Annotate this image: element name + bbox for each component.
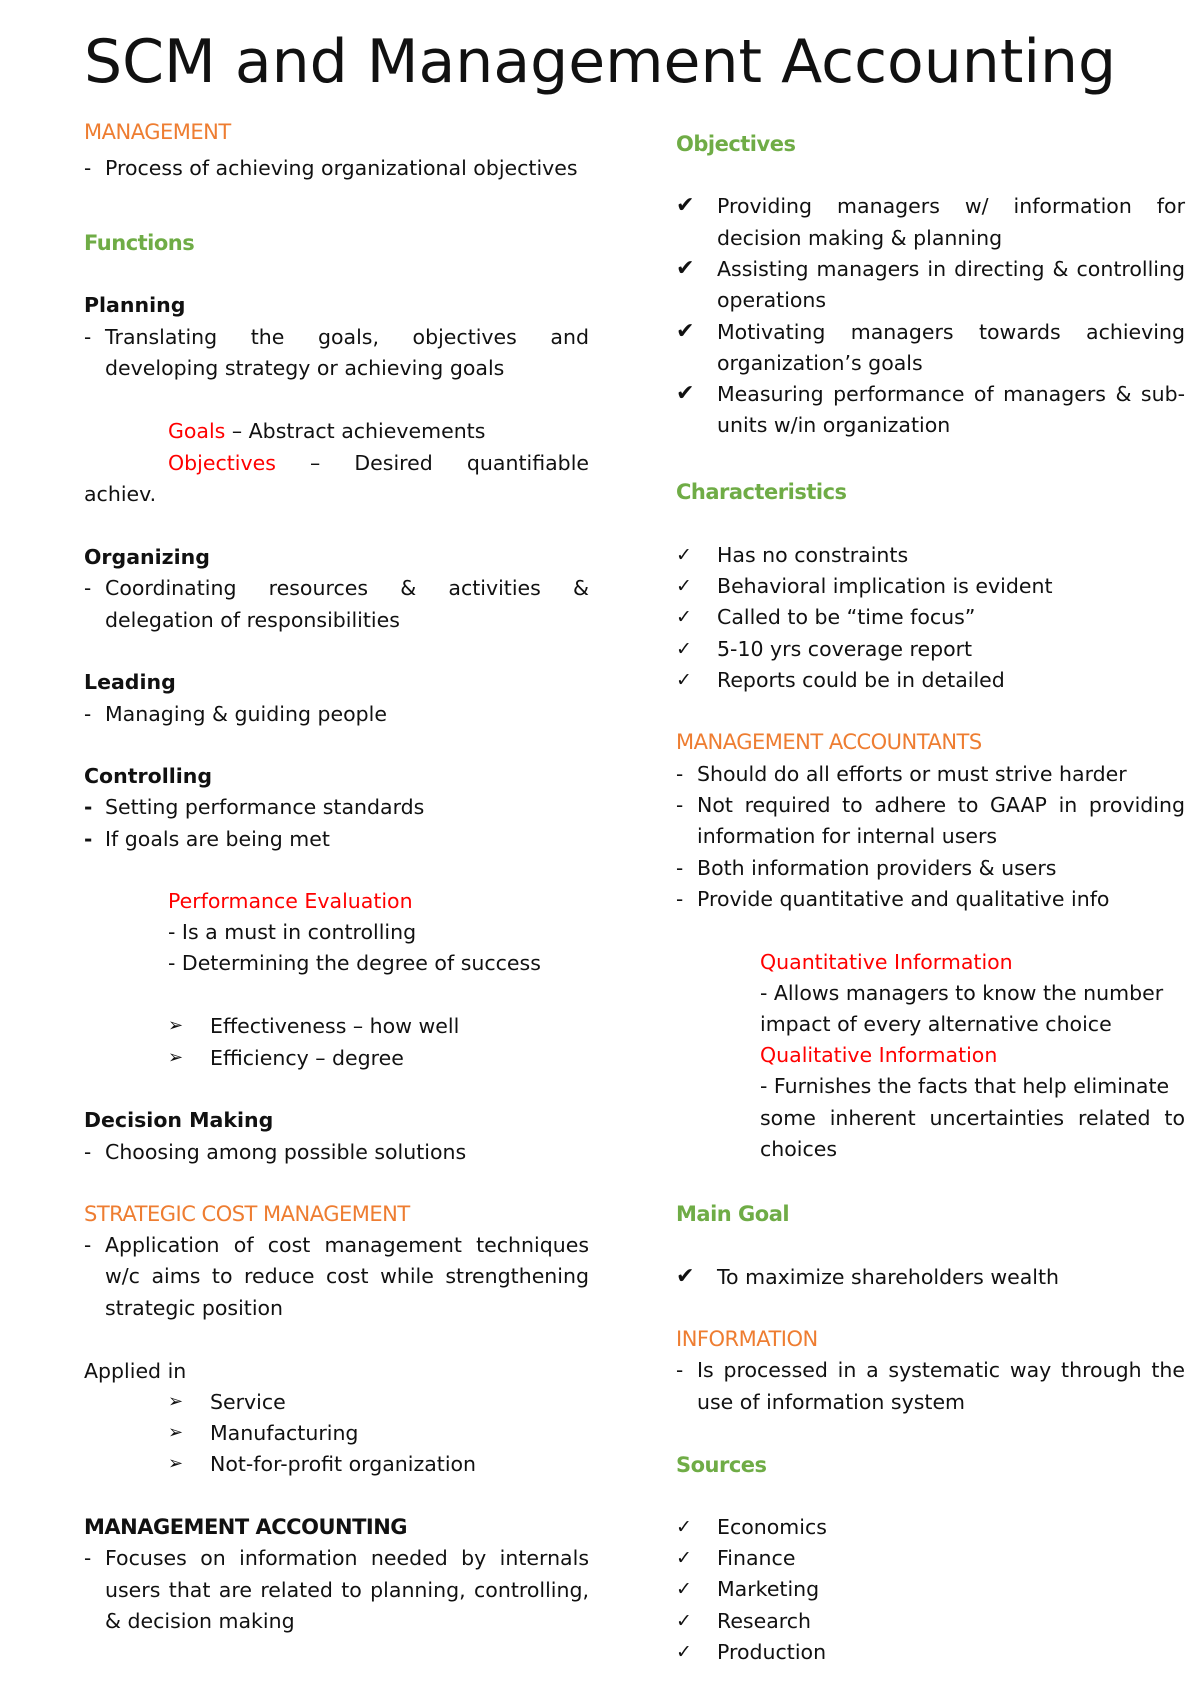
dash-icon: - [84,325,92,349]
check-icon: ✓ [676,606,692,628]
quantitative-info-line-1: - Allows managers to know the number [760,981,1164,1005]
planning-heading: Planning [84,293,186,317]
ma-line-3: & decision making [105,1609,295,1633]
applied-in-label: Applied in [84,1359,187,1383]
management-definition: Process of achieving organizational objectives [105,156,578,180]
check-icon: ✓ [676,1516,692,1538]
dash-icon: - [84,1233,92,1257]
arrow-bullet-icon: ➢ [168,1391,184,1412]
objective-1-line-1: Providing managers w/ information for [717,194,1185,218]
check-icon: ✓ [676,544,692,566]
dash-icon: - [676,793,684,817]
dash-icon: - [676,762,684,786]
qualitative-info-line-2: some inherent uncertainties related to [760,1106,1185,1130]
main-goal-heading: Main Goal [676,1202,790,1226]
goals-term: Goals [168,419,226,443]
dash-icon: - [84,1140,92,1164]
check-icon: ✔ [676,193,695,218]
ma-line-2: users that are related to planning, controlling, [105,1578,589,1602]
pe-line-2: - Determining the degree of success [168,951,541,975]
management-accountants-heading: MANAGEMENT ACCOUNTANTS [676,730,982,754]
dash-icon: - [84,576,92,600]
organizing-line-1: Coordinating resources & activities & [105,576,589,600]
arrow-bullet-icon: ➢ [168,1422,184,1443]
quantitative-info-heading: Quantitative Information [760,950,1013,974]
check-icon: ✓ [676,638,692,660]
dash-icon: - [84,702,92,726]
characteristic-4: 5-10 yrs coverage report [717,637,973,661]
arrow-bullet-icon: ➢ [168,1047,184,1068]
scm-line-2: w/c aims to reduce cost while strengthening [105,1264,589,1288]
characteristic-2: Behavioral implication is evident [717,574,1053,598]
leading-heading: Leading [84,670,176,694]
pe-line-1: - Is a must in controlling [168,920,417,944]
goals-def: – Abstract achievements [225,419,486,443]
arrow-bullet-icon: ➢ [168,1015,184,1036]
dash-icon: - [676,856,684,880]
planning-line-2: developing strategy or achieving goals [105,356,505,380]
check-icon: ✓ [676,1578,692,1600]
check-icon: ✓ [676,1547,692,1569]
characteristic-1: Has no constraints [717,543,909,567]
dash-icon: - [84,795,93,819]
ma-heading: MANAGEMENT ACCOUNTING [84,1515,408,1539]
ma-line-1: Focuses on information needed by internals [105,1546,589,1570]
applied-item-nonprofit: Not-for-profit organization [210,1452,477,1476]
qualitative-info-heading: Qualitative Information [760,1043,998,1067]
accountants-item-2-line-1: Not required to adhere to GAAP in providing [697,793,1185,817]
effectiveness-item: Effectiveness – how well [210,1014,460,1038]
objectives-def-cont: achiev. [84,482,157,506]
dash-icon: - [84,156,92,180]
check-icon: ✓ [676,575,692,597]
objectives-heading: Objectives [676,132,796,156]
objective-4-line-2: units w/in organization [717,413,951,437]
source-finance: Finance [717,1546,796,1570]
goals-definition [168,417,485,445]
characteristics-heading: Characteristics [676,480,847,504]
source-research: Research [717,1609,812,1633]
objective-3-line-1: Motivating managers towards achieving [717,320,1185,344]
management-heading: MANAGEMENT [84,120,231,144]
page-title: SCM and Management Accounting [84,27,1117,97]
check-icon: ✓ [676,669,692,691]
check-icon: ✓ [676,1610,692,1632]
accountants-item-1: Should do all efforts or must strive harder [697,762,1127,786]
source-production: Production [717,1640,827,1664]
check-icon: ✔ [676,381,695,406]
leading-line-1: Managing & guiding people [105,702,387,726]
decision-making-line-1: Choosing among possible solutions [105,1140,467,1164]
qualitative-info-line-3: choices [760,1137,838,1161]
check-icon: ✔ [676,319,695,344]
source-marketing: Marketing [717,1577,820,1601]
scm-heading: STRATEGIC COST MANAGEMENT [84,1202,410,1226]
check-icon: ✔ [676,1264,695,1289]
characteristic-3: Called to be “time focus” [717,605,976,629]
objective-2-line-1: Assisting managers in directing & controlling [717,257,1185,281]
sources-heading: Sources [676,1453,767,1477]
scm-line-3: strategic position [105,1296,284,1320]
accountants-item-4: Provide quantitative and qualitative info [697,887,1110,911]
information-line-1: Is processed in a systematic way through the [697,1358,1185,1382]
dash-icon: - [676,887,684,911]
planning-line-1: Translating the goals, objectives and [105,325,589,349]
objective-3-line-2: organization’s goals [717,351,923,375]
information-heading: INFORMATION [676,1327,818,1351]
main-goal-item: To maximize shareholders wealth [717,1265,1059,1289]
arrow-bullet-icon: ➢ [168,1453,184,1474]
objective-4-line-1: Measuring performance of managers & sub- [717,382,1185,406]
characteristic-5: Reports could be in detailed [717,668,1005,692]
objective-1-line-2: decision making & planning [717,226,1003,250]
objectives-term: Objectives [168,451,276,475]
controlling-heading: Controlling [84,764,213,788]
check-icon: ✔ [676,256,695,281]
decision-making-heading: Decision Making [84,1108,274,1132]
objectives-def: – Desired quantifiable [310,451,589,475]
applied-item-manufacturing: Manufacturing [210,1421,359,1445]
controlling-item-1: Setting performance standards [105,795,425,819]
applied-item-service: Service [210,1390,286,1414]
accountants-item-2-line-2: information for internal users [697,824,998,848]
organizing-line-2: delegation of responsibilities [105,608,400,632]
qualitative-info-line-1: - Furnishes the facts that help eliminate [760,1074,1170,1098]
controlling-item-2: If goals are being met [105,827,330,851]
performance-evaluation-heading: Performance Evaluation [168,889,413,913]
organizing-heading: Organizing [84,545,210,569]
efficiency-item: Efficiency – degree [210,1046,404,1070]
dash-icon: - [84,1546,92,1570]
dash-icon: - [84,827,93,851]
information-line-2: use of information system [697,1390,966,1414]
objective-2-line-2: operations [717,288,827,312]
accountants-item-3: Both information providers & users [697,856,1057,880]
functions-heading: Functions [84,231,195,255]
check-icon: ✓ [676,1641,692,1663]
scm-line-1: Application of cost management techniques [105,1233,589,1257]
source-economics: Economics [717,1515,827,1539]
quantitative-info-line-2: impact of every alternative choice [760,1012,1112,1036]
dash-icon: - [676,1358,684,1382]
